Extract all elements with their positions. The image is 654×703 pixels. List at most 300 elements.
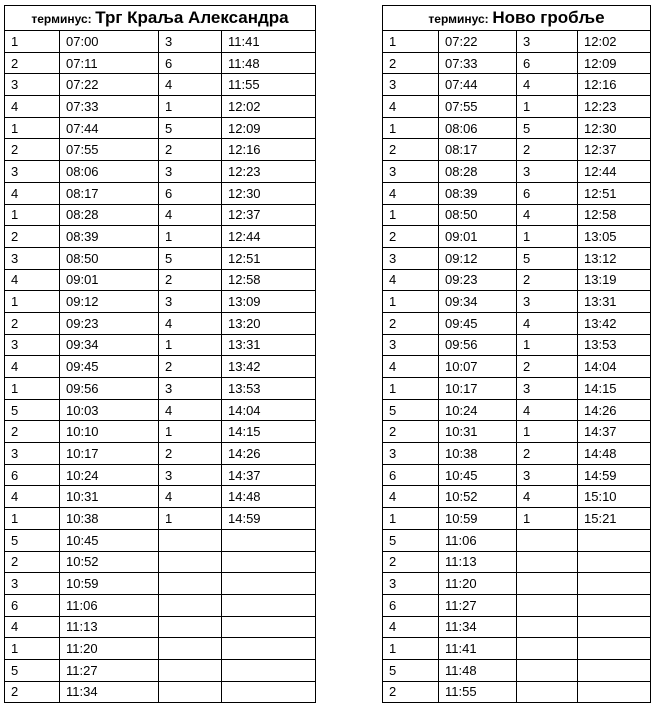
vehicle-number-cell: 1 [517,421,578,443]
vehicle-number-cell: 1 [159,508,222,530]
vehicle-number-cell: 1 [5,291,60,313]
vehicle-number-cell: 3 [517,31,578,53]
departure-time-cell [578,616,651,638]
departure-time-cell: 08:06 [439,117,517,139]
vehicle-number-cell: 2 [159,356,222,378]
vehicle-number-cell: 2 [159,269,222,291]
departure-time-cell: 09:56 [439,334,517,356]
vehicle-number-cell: 1 [5,117,60,139]
table-row [5,96,316,118]
departure-time-cell: 14:59 [578,464,651,486]
table-row [383,508,651,530]
table-row [5,594,316,616]
vehicle-number-cell: 1 [5,638,60,660]
vehicle-number-cell: 2 [5,312,60,334]
departure-time-cell: 07:44 [439,74,517,96]
departure-time-cell [578,551,651,573]
departure-time-cell: 11:55 [439,681,517,703]
vehicle-number-cell: 2 [383,226,439,248]
table-row [383,31,651,53]
table-row [383,378,651,400]
timetable-header-row [383,6,651,31]
departure-time-cell: 07:11 [60,52,159,74]
vehicle-number-cell: 1 [159,334,222,356]
vehicle-number-cell: 1 [383,291,439,313]
vehicle-number-cell: 2 [517,443,578,465]
departure-time-cell: 10:10 [60,421,159,443]
vehicle-number-cell: 1 [5,31,60,53]
vehicle-number-cell: 3 [383,74,439,96]
vehicle-number-cell [159,529,222,551]
departure-time-cell: 14:37 [578,421,651,443]
table-row [5,74,316,96]
departure-time-cell: 11:27 [439,594,517,616]
vehicle-number-cell: 3 [5,74,60,96]
vehicle-number-cell: 2 [5,681,60,703]
departure-time-cell: 10:59 [60,573,159,595]
departure-time-cell: 09:34 [439,291,517,313]
table-row [383,139,651,161]
departure-time-cell: 13:42 [222,356,316,378]
table-row [5,139,316,161]
departure-time-cell: 08:50 [60,247,159,269]
vehicle-number-cell: 4 [517,204,578,226]
timetable-header-row [5,6,316,31]
table-row [5,161,316,183]
table-row [5,378,316,400]
vehicle-number-cell: 1 [383,508,439,530]
departure-time-cell: 12:16 [578,74,651,96]
vehicle-number-cell: 3 [159,464,222,486]
table-row [383,96,651,118]
terminus-destination: Трг Краља Александра [95,7,289,27]
departure-time-cell: 12:58 [578,204,651,226]
departure-time-cell: 09:01 [60,269,159,291]
vehicle-number-cell: 1 [517,226,578,248]
departure-time-cell: 09:23 [60,312,159,334]
vehicle-number-cell: 2 [383,139,439,161]
departure-time-cell: 10:59 [439,508,517,530]
departure-time-cell: 13:20 [222,312,316,334]
table-row [5,616,316,638]
table-row [383,659,651,681]
vehicle-number-cell: 5 [383,659,439,681]
departure-time-cell: 07:00 [60,31,159,53]
departure-time-cell: 07:55 [60,139,159,161]
vehicle-number-cell: 1 [5,204,60,226]
departure-time-cell: 13:12 [578,247,651,269]
table-row [383,226,651,248]
departure-time-cell: 12:23 [578,96,651,118]
departure-time-cell: 12:37 [578,139,651,161]
vehicle-number-cell: 2 [5,139,60,161]
departure-time-cell: 14:04 [578,356,651,378]
vehicle-number-cell: 3 [383,334,439,356]
vehicle-number-cell [159,659,222,681]
table-row [5,204,316,226]
departure-time-cell: 11:20 [60,638,159,660]
departure-time-cell: 11:34 [439,616,517,638]
vehicle-number-cell: 5 [517,247,578,269]
vehicle-number-cell: 3 [517,291,578,313]
departure-time-cell: 12:23 [222,161,316,183]
table-row [5,226,316,248]
table-row [383,638,651,660]
vehicle-number-cell: 6 [159,52,222,74]
vehicle-number-cell: 1 [159,421,222,443]
departure-time-cell: 08:17 [60,182,159,204]
vehicle-number-cell: 1 [5,508,60,530]
departure-time-cell [578,681,651,703]
table-row [383,204,651,226]
vehicle-number-cell: 2 [383,421,439,443]
departure-time-cell: 12:02 [222,96,316,118]
table-row [5,117,316,139]
departure-time-cell: 08:50 [439,204,517,226]
departure-time-cell: 11:06 [60,594,159,616]
departure-time-cell: 14:59 [222,508,316,530]
table-row [383,117,651,139]
departure-time-cell: 11:13 [439,551,517,573]
table-row [383,443,651,465]
departure-time-cell [222,594,316,616]
table-row [5,31,316,53]
vehicle-number-cell: 3 [5,161,60,183]
departure-time-cell: 10:45 [439,464,517,486]
vehicle-number-cell [517,529,578,551]
vehicle-number-cell: 4 [517,399,578,421]
departure-time-cell: 11:41 [222,31,316,53]
departure-time-cell: 13:53 [578,334,651,356]
vehicle-number-cell: 6 [383,594,439,616]
vehicle-number-cell: 4 [5,269,60,291]
terminus-prefix: терминус: [428,11,489,26]
departure-time-cell: 11:48 [222,52,316,74]
vehicle-number-cell: 1 [159,96,222,118]
vehicle-number-cell: 2 [383,312,439,334]
departure-time-cell: 09:12 [60,291,159,313]
vehicle-number-cell: 3 [517,378,578,400]
departure-time-cell: 14:48 [578,443,651,465]
vehicle-number-cell: 3 [5,443,60,465]
departure-time-cell: 14:37 [222,464,316,486]
vehicle-number-cell: 1 [383,378,439,400]
departure-time-cell: 13:19 [578,269,651,291]
departure-time-cell: 12:58 [222,269,316,291]
table-row [383,464,651,486]
departure-time-cell: 14:04 [222,399,316,421]
table-row [383,616,651,638]
departure-time-cell: 10:38 [439,443,517,465]
departure-time-cell [578,659,651,681]
table-row [383,399,651,421]
table-row [5,638,316,660]
departure-time-cell: 09:34 [60,334,159,356]
vehicle-number-cell [159,616,222,638]
departure-time-cell: 11:27 [60,659,159,681]
vehicle-number-cell: 6 [517,182,578,204]
vehicle-number-cell: 1 [383,638,439,660]
vehicle-number-cell: 2 [383,681,439,703]
table-row [383,529,651,551]
vehicle-number-cell [517,681,578,703]
vehicle-number-cell: 4 [159,399,222,421]
departure-time-cell: 12:09 [222,117,316,139]
departure-time-cell: 12:30 [578,117,651,139]
vehicle-number-cell: 3 [383,247,439,269]
vehicle-number-cell: 2 [383,551,439,573]
terminus-prefix: терминус: [31,11,92,26]
vehicle-number-cell: 4 [517,486,578,508]
vehicle-number-cell [517,573,578,595]
vehicle-number-cell: 5 [383,529,439,551]
vehicle-number-cell: 4 [159,74,222,96]
departure-time-cell [578,573,651,595]
vehicle-number-cell: 6 [159,182,222,204]
table-row [5,551,316,573]
departure-time-cell: 14:26 [578,399,651,421]
table-row [5,399,316,421]
vehicle-number-cell: 4 [383,486,439,508]
vehicle-number-cell: 3 [5,247,60,269]
table-row [5,681,316,703]
departure-time-cell: 09:12 [439,247,517,269]
timetable-header [383,6,651,31]
vehicle-number-cell: 3 [383,161,439,183]
vehicle-number-cell: 1 [159,226,222,248]
table-row [383,52,651,74]
departure-time-cell: 10:52 [60,551,159,573]
departure-time-cell: 10:07 [439,356,517,378]
departure-time-cell: 11:20 [439,573,517,595]
vehicle-number-cell: 2 [383,52,439,74]
table-row [383,247,651,269]
vehicle-number-cell: 3 [5,573,60,595]
table-row [383,269,651,291]
table-row [383,74,651,96]
vehicle-number-cell: 4 [383,269,439,291]
departure-time-cell [222,659,316,681]
departure-time-cell: 10:03 [60,399,159,421]
departure-time-cell: 10:45 [60,529,159,551]
vehicle-number-cell: 5 [159,117,222,139]
departure-time-cell: 08:17 [439,139,517,161]
table-row [383,161,651,183]
departure-time-cell: 14:15 [578,378,651,400]
vehicle-number-cell [159,594,222,616]
vehicle-number-cell [517,659,578,681]
departure-time-cell: 07:55 [439,96,517,118]
departure-time-cell: 11:41 [439,638,517,660]
vehicle-number-cell: 5 [5,399,60,421]
departure-time-cell: 13:31 [578,291,651,313]
table-row [5,356,316,378]
table-row [5,182,316,204]
departure-time-cell: 07:22 [60,74,159,96]
departure-time-cell: 12:51 [222,247,316,269]
vehicle-number-cell: 1 [383,204,439,226]
departure-time-cell: 10:52 [439,486,517,508]
vehicle-number-cell: 2 [5,551,60,573]
table-row [383,291,651,313]
vehicle-number-cell: 1 [5,378,60,400]
vehicle-number-cell: 3 [159,378,222,400]
vehicle-number-cell: 2 [159,443,222,465]
timetable-novo-groblje [382,5,651,703]
table-row [5,334,316,356]
table-row [5,291,316,313]
vehicle-number-cell: 4 [383,616,439,638]
vehicle-number-cell: 2 [5,52,60,74]
departure-time-cell: 12:51 [578,182,651,204]
timetable-body [383,6,651,703]
vehicle-number-cell: 4 [383,182,439,204]
vehicle-number-cell: 4 [517,74,578,96]
vehicle-number-cell: 1 [383,117,439,139]
table-row [5,247,316,269]
table-row [383,681,651,703]
vehicle-number-cell: 4 [159,486,222,508]
departure-time-cell [222,573,316,595]
table-row [5,529,316,551]
departure-time-cell: 08:39 [60,226,159,248]
departure-time-cell: 10:31 [60,486,159,508]
departure-time-cell: 12:16 [222,139,316,161]
table-row [383,421,651,443]
vehicle-number-cell: 6 [517,52,578,74]
departure-time-cell: 13:09 [222,291,316,313]
departure-time-cell: 12:44 [578,161,651,183]
departure-time-cell: 14:48 [222,486,316,508]
departure-time-cell: 07:33 [60,96,159,118]
departure-time-cell: 11:34 [60,681,159,703]
departure-time-cell [222,529,316,551]
vehicle-number-cell: 3 [159,291,222,313]
departure-time-cell: 10:24 [439,399,517,421]
vehicle-number-cell: 1 [517,508,578,530]
table-row [383,182,651,204]
table-row [5,508,316,530]
table-row [383,334,651,356]
vehicle-number-cell: 2 [517,269,578,291]
departure-time-cell: 13:42 [578,312,651,334]
vehicle-number-cell: 3 [383,443,439,465]
table-row [5,573,316,595]
vehicle-number-cell: 5 [383,399,439,421]
departure-time-cell: 07:44 [60,117,159,139]
departure-time-cell: 10:17 [439,378,517,400]
vehicle-number-cell: 4 [159,312,222,334]
vehicle-number-cell: 4 [5,356,60,378]
departure-time-cell: 14:15 [222,421,316,443]
departure-time-cell [578,529,651,551]
departure-time-cell: 12:44 [222,226,316,248]
vehicle-number-cell: 1 [517,96,578,118]
vehicle-number-cell: 3 [159,161,222,183]
departure-time-cell: 11:13 [60,616,159,638]
vehicle-number-cell: 3 [517,161,578,183]
departure-time-cell: 11:55 [222,74,316,96]
departure-time-cell [222,616,316,638]
vehicle-number-cell: 4 [159,204,222,226]
departure-time-cell: 08:39 [439,182,517,204]
departure-time-cell: 10:38 [60,508,159,530]
table-row [383,356,651,378]
vehicle-number-cell [159,638,222,660]
table-row [383,594,651,616]
departure-time-cell: 09:01 [439,226,517,248]
vehicle-number-cell [517,638,578,660]
vehicle-number-cell: 2 [517,356,578,378]
timetable-trg-kralja-aleksandra [4,5,316,703]
vehicle-number-cell: 5 [5,529,60,551]
departure-time-cell [222,551,316,573]
departure-time-cell: 09:45 [60,356,159,378]
departure-time-cell: 15:21 [578,508,651,530]
table-row [383,573,651,595]
table-row [5,52,316,74]
vehicle-number-cell: 5 [517,117,578,139]
table-row [383,486,651,508]
departure-time-cell: 09:45 [439,312,517,334]
departure-time-cell [578,638,651,660]
vehicle-number-cell: 4 [5,486,60,508]
table-row [5,464,316,486]
vehicle-number-cell: 6 [383,464,439,486]
departure-time-cell: 13:53 [222,378,316,400]
vehicle-number-cell [159,681,222,703]
table-row [383,312,651,334]
vehicle-number-cell: 3 [383,573,439,595]
departure-time-cell: 12:09 [578,52,651,74]
vehicle-number-cell [517,616,578,638]
vehicle-number-cell: 4 [517,312,578,334]
timetable-header [5,6,316,31]
vehicle-number-cell: 5 [159,247,222,269]
departure-time-cell: 08:28 [439,161,517,183]
vehicle-number-cell [517,594,578,616]
vehicle-number-cell: 2 [517,139,578,161]
vehicle-number-cell [159,551,222,573]
departure-time-cell: 12:30 [222,182,316,204]
departure-time-cell: 13:31 [222,334,316,356]
vehicle-number-cell: 3 [159,31,222,53]
vehicle-number-cell [517,551,578,573]
vehicle-number-cell: 6 [5,464,60,486]
vehicle-number-cell: 4 [383,96,439,118]
table-row [5,269,316,291]
vehicle-number-cell: 1 [383,31,439,53]
departure-time-cell: 10:24 [60,464,159,486]
departure-time-cell: 10:17 [60,443,159,465]
vehicle-number-cell [159,573,222,595]
departure-time-cell [222,681,316,703]
table-row [5,421,316,443]
departure-time-cell: 07:33 [439,52,517,74]
departure-time-cell: 12:37 [222,204,316,226]
departure-time-cell: 07:22 [439,31,517,53]
vehicle-number-cell: 6 [5,594,60,616]
table-row [5,443,316,465]
vehicle-number-cell: 3 [5,334,60,356]
departure-time-cell: 08:06 [60,161,159,183]
vehicle-number-cell: 2 [159,139,222,161]
vehicle-number-cell: 4 [5,616,60,638]
departure-time-cell: 08:28 [60,204,159,226]
vehicle-number-cell: 1 [517,334,578,356]
departure-time-cell: 13:05 [578,226,651,248]
departure-time-cell [222,638,316,660]
